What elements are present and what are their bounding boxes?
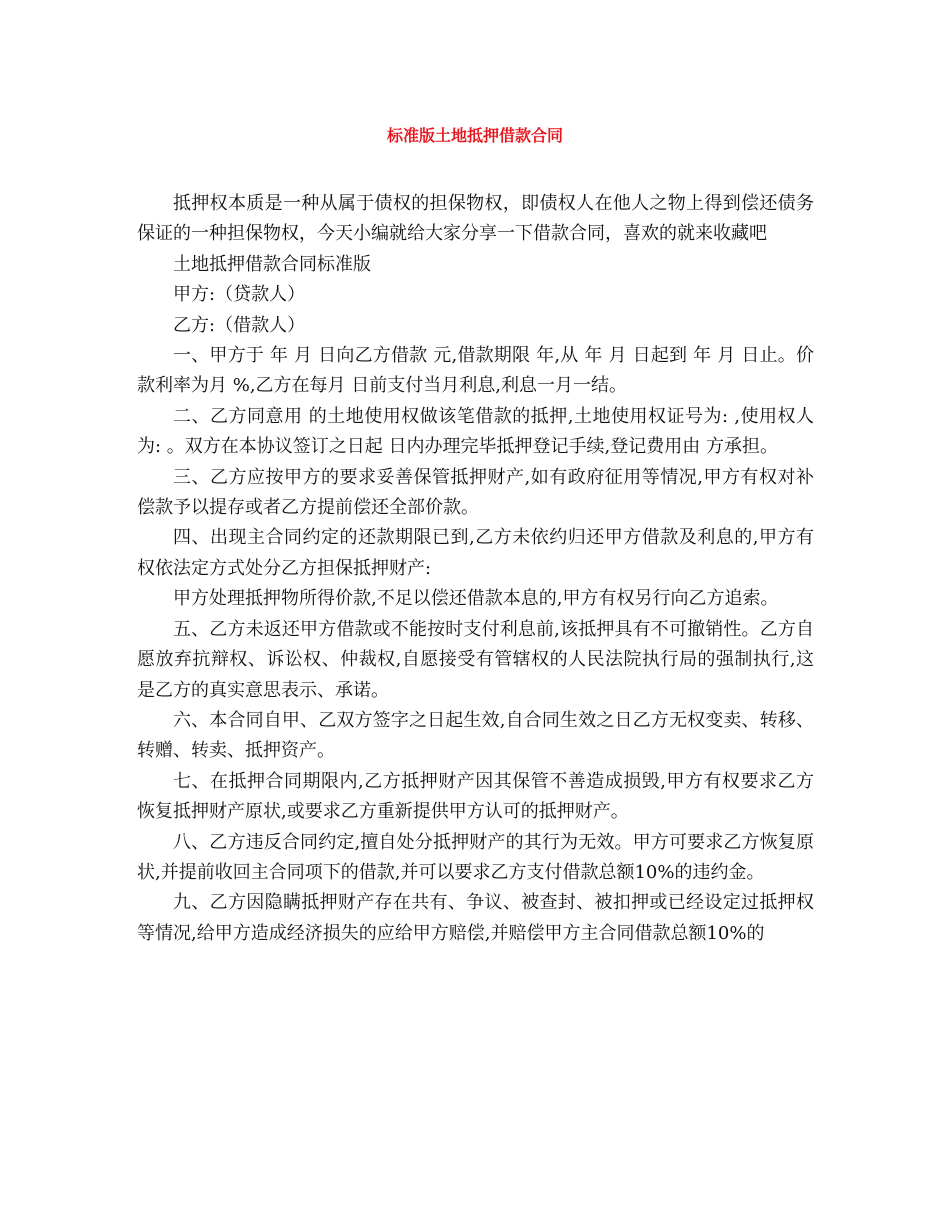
- clause-6: 六、本合同自甲、乙双方签字之日起生效,自合同生效之日乙方无权变卖、转移、转赠、转卖、抵押资产。: [137, 709, 814, 762]
- clause-1: 一、甲方于 年 月 日向乙方借款 元,借款期限 年,从 年 月 日起到 年 月 日止。价款利率为月 %,乙方在每月 日前支付当月利息,利息一月一结。: [137, 345, 814, 397]
- clause-4: 四、出现主合同约定的还款期限已到,乙方未依约归还甲方借款及利息的,甲方有权依法定方式处分乙方担保抵押财产:: [137, 527, 814, 579]
- clause-3: 三、乙方应按甲方的要求妥善保管抵押财产,如有政府征用等情况,甲方有权对补偿款予以提存或者乙方提前偿还全部价款。: [137, 466, 814, 519]
- clause-5: 五、乙方未返还甲方借款或不能按时支付利息前,该抵押具有不可撤销性。乙方自愿放弃抗辩权、诉讼权、仲裁权,自愿接受有管辖权的人民法院执行局的强制执行,这是乙方的真实意思表示、承诺。: [137, 618, 814, 701]
- clause-8: 八、乙方违反合同约定,擅自处分抵押财产的其行为无效。甲方可要求乙方恢复原状,并提前收回主合同项下的借款,并可以要求乙方支付借款总额10%的违约金。: [137, 831, 814, 883]
- paragraph-intro: 抵押权本质是一种从属于债权的担保物权，即债权人在他人之物上得到偿还债务保证的一种担保物权，今天小编就给大家分享一下借款合同，喜欢的就来收藏吧: [137, 193, 814, 245]
- paragraph-party-a: 甲方:（贷款人）: [173, 284, 306, 306]
- document-body: [137, 189, 814, 949]
- clause-9: 九、乙方因隐瞒抵押财产存在共有、争议、被查封、被扣押或已经设定过抵押权等情况,给甲方造成经济损失的应给甲方赔偿,并赔偿甲方主合同借款总额10%的: [137, 892, 814, 944]
- paragraph-party-b: 乙方:（借款人）: [173, 314, 306, 336]
- paragraph-contract-name: 土地抵押借款合同标准版: [173, 253, 371, 275]
- clause-4-detail: 甲方处理抵押物所得价款,不足以偿还借款本息的,甲方有权另行向乙方追索。: [173, 588, 779, 610]
- document-title: 标准版土地抵押借款合同: [386, 126, 563, 145]
- clause-7: 七、在抵押合同期限内,乙方抵押财产因其保管不善造成损毁,甲方有权要求乙方恢复抵押财产原状,或要求乙方重新提供甲方认可的抵押财产。: [137, 770, 814, 823]
- clause-2: 二、乙方同意用 的土地使用权做该笔借款的抵押,土地使用权证号为: ,使用权人为: 。双方在本协议签订之日起 日内办理完毕抵押登记手续,登记费用由 方承担。: [137, 405, 814, 458]
